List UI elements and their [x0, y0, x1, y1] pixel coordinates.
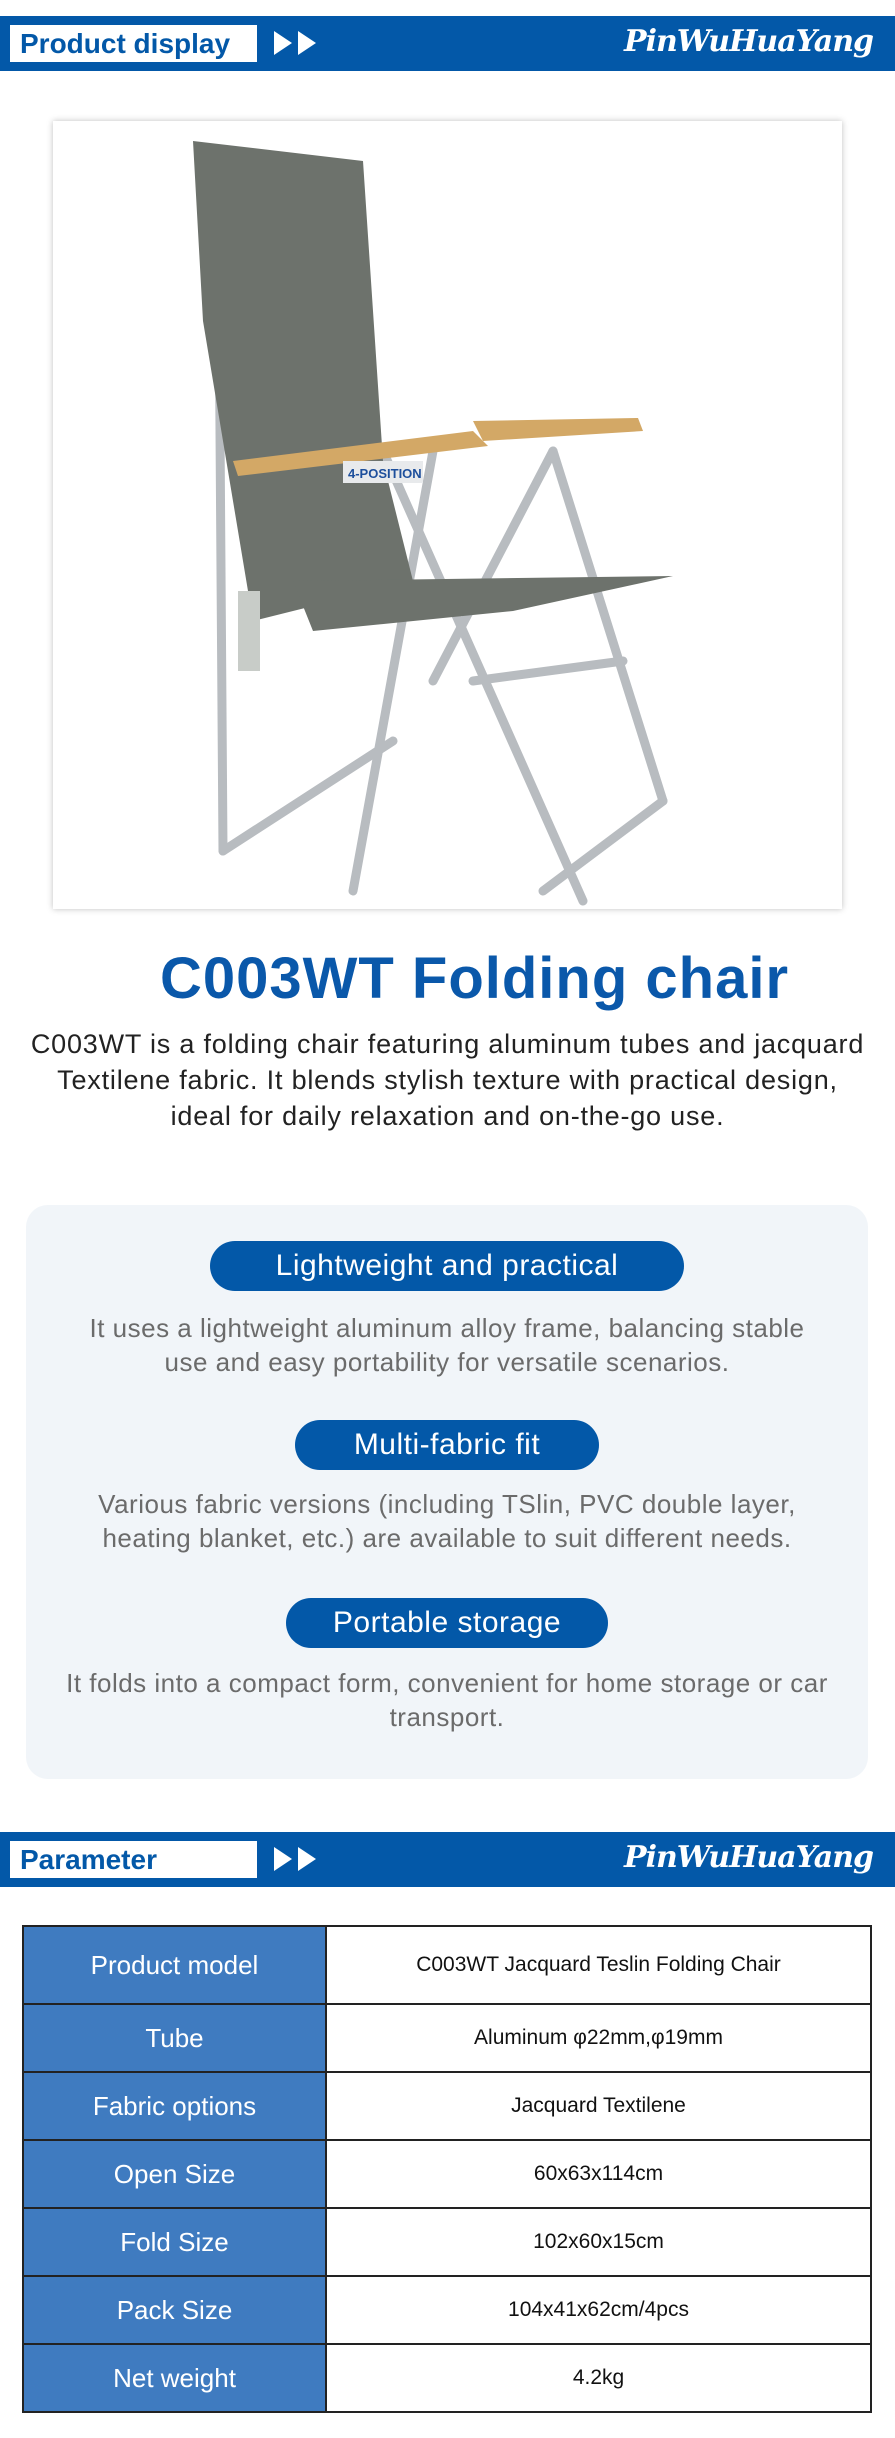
param-value: 102x60x15cm — [326, 2208, 871, 2276]
param-key: Net weight — [23, 2344, 326, 2412]
section-header-parameter — [0, 1832, 895, 1887]
feature-title: Portable storage — [286, 1598, 608, 1648]
feature-text: It uses a lightweight aluminum alloy frame, balancing stable use and easy portability for versatile scenarios. — [89, 1313, 805, 1377]
param-key: Tube — [23, 2004, 326, 2072]
table-row — [23, 1926, 871, 2004]
product-description: C003WT is a folding chair featuring aluminum tubes and jacquard Textilene fabric. It blends stylish texture with practical design, ideal for daily relaxation and on-the-go use. — [30, 1029, 865, 1131]
param-value: 60x63x114cm — [326, 2140, 871, 2208]
table-row — [23, 2208, 871, 2276]
param-value: C003WT Jacquard Teslin Folding Chair — [326, 1926, 871, 2004]
param-key: Fabric options — [23, 2072, 326, 2140]
feature-text: It folds into a compact form, convenient for home storage or car transport. — [66, 1668, 828, 1732]
table-row — [23, 2344, 871, 2412]
double-arrow-icon — [274, 1847, 316, 1871]
param-value: 104x41x62cm/4pcs — [326, 2276, 871, 2344]
table-row — [23, 2072, 871, 2140]
table-row — [23, 2276, 871, 2344]
product-image — [53, 121, 842, 909]
param-key: Open Size — [23, 2140, 326, 2208]
table-row — [23, 2004, 871, 2072]
section-label: Parameter — [10, 1841, 257, 1878]
section-label: Product display — [10, 25, 257, 62]
double-arrow-icon — [274, 31, 316, 55]
parameter-table — [22, 1925, 872, 2413]
param-key: Fold Size — [23, 2208, 326, 2276]
param-value: 4.2kg — [326, 2344, 871, 2412]
image-label: 4-POSITION — [348, 466, 422, 481]
param-key: Pack Size — [23, 2276, 326, 2344]
table-row — [23, 2140, 871, 2208]
features-panel — [26, 1205, 868, 1779]
param-key: Product model — [23, 1926, 326, 2004]
product-title: C003WT Folding chair — [159, 946, 790, 1011]
param-value: Aluminum φ22mm,φ19mm — [326, 2004, 871, 2072]
feature-title: Multi-fabric fit — [295, 1420, 599, 1470]
section-header-product-display — [0, 16, 895, 71]
brand-logo: PinWuHuaYang — [624, 1840, 873, 1875]
feature-title: Lightweight and practical — [210, 1241, 684, 1291]
brand-logo: PinWuHuaYang — [624, 24, 873, 59]
feature-text: Various fabric versions (including TSlin, PVC double layer, heating blanket, etc.) are available to suit different needs. — [98, 1489, 796, 1553]
param-value: Jacquard Textilene — [326, 2072, 871, 2140]
